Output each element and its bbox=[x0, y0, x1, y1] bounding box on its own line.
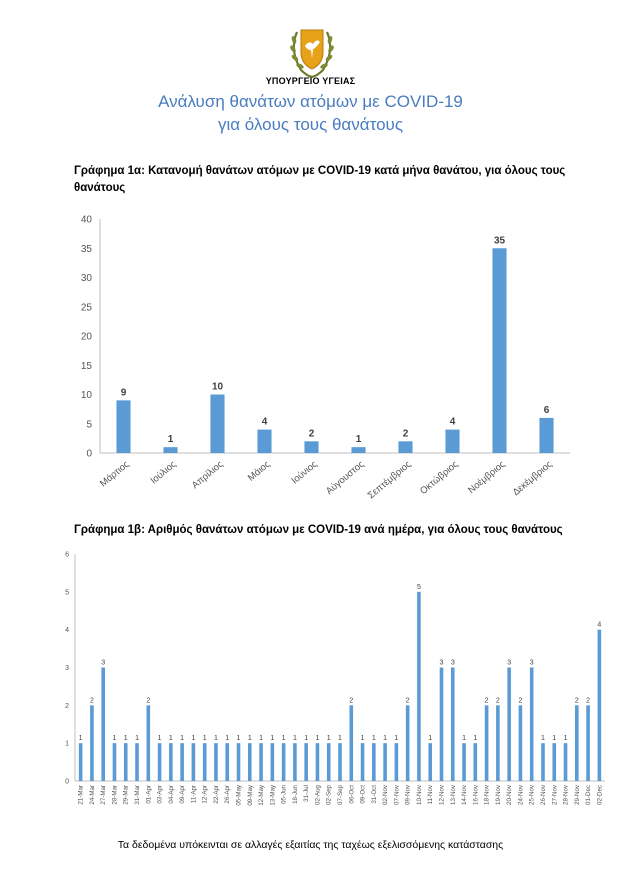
y-tick-label: 10 bbox=[80, 390, 92, 401]
bar-data-label: 1 bbox=[123, 735, 128, 743]
bar-data-label: 4 bbox=[597, 621, 602, 629]
bar-data-label: 1 bbox=[292, 735, 297, 743]
x-tick-label: 09-Nov bbox=[404, 785, 412, 805]
bar bbox=[428, 743, 432, 781]
bar bbox=[485, 705, 489, 781]
x-tick-label: Μάρτιος bbox=[98, 458, 132, 490]
bar bbox=[257, 430, 271, 453]
y-tick-label: 25 bbox=[80, 302, 92, 314]
bar bbox=[372, 743, 376, 781]
x-tick-label: 29-Nov bbox=[573, 785, 581, 805]
x-tick-label: 05-Jun bbox=[280, 785, 288, 804]
bar bbox=[79, 743, 83, 781]
bar-data-label: 1 bbox=[315, 735, 320, 743]
x-tick-label: 06-Oct bbox=[348, 785, 356, 804]
bar-data-label: 1 bbox=[236, 735, 241, 743]
document-title-line1: Ανάλυση θανάτων ατόμων με COVID-19 bbox=[158, 92, 463, 111]
bar-data-label: 1 bbox=[247, 735, 252, 743]
x-tick-label: 09-Apr bbox=[179, 785, 187, 804]
bar bbox=[361, 743, 365, 781]
x-tick-label: 18-Nov bbox=[483, 785, 491, 805]
bar-data-label: 2 bbox=[484, 697, 489, 705]
bar bbox=[304, 441, 318, 453]
bar bbox=[539, 418, 553, 453]
bar-data-label: 1 bbox=[281, 735, 286, 743]
bar-data-label: 1 bbox=[270, 735, 275, 743]
bar bbox=[492, 248, 506, 453]
bar-data-label: 2 bbox=[518, 697, 523, 705]
bar bbox=[304, 743, 308, 781]
x-tick-label: 07-Nov bbox=[393, 785, 401, 805]
bar bbox=[237, 743, 241, 781]
x-tick-label: 26-Apr bbox=[224, 785, 232, 804]
chart2-heading: Γράφημα 1β: Αριθμός θανάτων ατόμων με COVID-19 ανά ημέρα, για όλους τους θανάτους bbox=[74, 524, 563, 536]
y-tick-label: 15 bbox=[80, 360, 92, 372]
bar-data-label: 6 bbox=[543, 404, 550, 416]
x-tick-label: Μάιος bbox=[245, 458, 273, 484]
bar-data-label: 1 bbox=[394, 735, 399, 743]
bar bbox=[113, 743, 117, 781]
x-tick-label: 11-Nov bbox=[427, 785, 435, 805]
bar bbox=[474, 743, 478, 781]
bar-data-label: 2 bbox=[308, 428, 315, 440]
bar-data-label: 3 bbox=[507, 659, 512, 667]
y-tick-label: 40 bbox=[80, 214, 92, 226]
bar-data-label: 2 bbox=[586, 697, 591, 705]
page-header bbox=[0, 0, 621, 140]
bar-data-label: 1 bbox=[473, 735, 478, 743]
bar-data-label: 1 bbox=[541, 735, 545, 743]
bar bbox=[406, 705, 410, 781]
daily-deaths-bar-chart bbox=[0, 545, 621, 830]
bar-data-label: 3 bbox=[450, 659, 455, 667]
bar-data-label: 1 bbox=[112, 735, 117, 743]
x-tick-label: 01-Dec bbox=[585, 785, 593, 805]
x-tick-label: Ιούλιος bbox=[148, 458, 179, 487]
x-tick-label: 09-May bbox=[246, 785, 254, 806]
bar-data-label: 1 bbox=[326, 735, 331, 743]
bar-data-label: 10 bbox=[211, 381, 224, 393]
x-tick-label: 12-May bbox=[258, 785, 266, 806]
bar bbox=[451, 668, 455, 782]
bar-data-label: 2 bbox=[89, 697, 94, 705]
bar bbox=[135, 743, 139, 781]
bar bbox=[598, 630, 602, 781]
bar bbox=[445, 430, 459, 453]
bar bbox=[271, 743, 275, 781]
x-tick-label: 02-Aug bbox=[314, 785, 322, 805]
x-tick-label: Νοέμβριος bbox=[466, 458, 508, 497]
x-tick-label: 03-Apr bbox=[156, 785, 164, 804]
x-tick-label: 10-Nov bbox=[415, 785, 423, 805]
x-tick-label: 22-Apr bbox=[212, 785, 220, 804]
bar-data-label: 2 bbox=[402, 428, 409, 440]
x-tick-label: Αύγουστος bbox=[324, 458, 367, 497]
ministry-name: ΥΠΟΥΡΓΕΙΟ ΥΓΕΙΑΣ bbox=[265, 76, 356, 86]
bar-data-label: 1 bbox=[462, 735, 466, 743]
bar-data-label: 5 bbox=[416, 583, 421, 591]
x-tick-label: 01-Apr bbox=[145, 785, 153, 804]
x-tick-label: 19-Nov bbox=[494, 785, 502, 805]
bar-data-label: 1 bbox=[338, 735, 342, 743]
x-tick-label: 02-Dec bbox=[596, 785, 604, 805]
x-tick-label: Οκτώβριος bbox=[418, 458, 461, 497]
x-tick-label: 27-Mar bbox=[100, 785, 108, 805]
x-tick-label: 04-Apr bbox=[167, 785, 175, 804]
bar bbox=[210, 395, 224, 454]
x-tick-label: 07-Sep bbox=[337, 785, 344, 805]
bar-data-label: 2 bbox=[574, 697, 579, 705]
y-tick-label: 30 bbox=[80, 273, 92, 284]
bar-data-label: 3 bbox=[439, 659, 444, 667]
bar bbox=[440, 668, 444, 782]
x-tick-label: 29-Mar bbox=[122, 785, 130, 805]
bar-data-label: 1 bbox=[304, 735, 309, 743]
bar bbox=[282, 743, 286, 781]
bar bbox=[259, 743, 263, 781]
x-tick-label: Δεκέμβριος bbox=[510, 458, 555, 499]
bar bbox=[417, 592, 421, 781]
footer-note: Τα δεδομένα υπόκεινται σε αλλαγές εξαιτίας της ταχέως εξελισσόμενης κατάστασης bbox=[117, 839, 504, 851]
bar-data-label: 1 bbox=[563, 735, 568, 743]
bar-data-label: 3 bbox=[101, 659, 106, 667]
x-tick-label: 13-May bbox=[269, 785, 277, 806]
bar-data-label: 1 bbox=[383, 735, 388, 743]
x-tick-label: 11-Apr bbox=[190, 785, 198, 804]
monthly-deaths-bar-chart bbox=[0, 205, 621, 510]
bar bbox=[575, 705, 579, 781]
bar-data-label: 1 bbox=[259, 735, 264, 743]
bar bbox=[101, 668, 105, 782]
bar-data-label: 4 bbox=[261, 416, 268, 428]
bar-data-label: 1 bbox=[78, 735, 83, 743]
x-tick-label: 31-Oct bbox=[370, 785, 378, 804]
bar bbox=[192, 743, 196, 781]
bar-data-label: 2 bbox=[405, 697, 410, 705]
x-tick-label: 18-Jun bbox=[291, 785, 299, 804]
document-title-line2: για όλους τους θανάτους bbox=[217, 115, 404, 134]
bar bbox=[496, 705, 500, 781]
y-tick-label: 6 bbox=[65, 551, 69, 559]
x-tick-label: Απρίλιος bbox=[189, 458, 226, 492]
bar bbox=[293, 743, 297, 781]
bar bbox=[552, 743, 556, 781]
bar-data-label: 1 bbox=[157, 735, 162, 743]
x-tick-label: 14-Nov bbox=[461, 785, 469, 805]
bar bbox=[349, 705, 353, 781]
bar-data-label: 1 bbox=[191, 735, 196, 743]
bar-data-label: 1 bbox=[225, 735, 230, 743]
x-tick-label: 24-Nov bbox=[517, 785, 525, 805]
bar-data-label: 1 bbox=[180, 735, 185, 743]
y-tick-label: 2 bbox=[65, 702, 69, 710]
bar-data-label: 1 bbox=[360, 735, 365, 743]
bar bbox=[338, 743, 342, 781]
bar-data-label: 1 bbox=[135, 735, 139, 743]
y-tick-label: 0 bbox=[65, 778, 69, 786]
bar bbox=[351, 447, 365, 453]
bar-data-label: 1 bbox=[202, 735, 207, 743]
bar bbox=[398, 441, 412, 453]
bar-data-label: 3 bbox=[529, 659, 534, 667]
bar bbox=[507, 668, 511, 782]
bar bbox=[316, 743, 320, 781]
bar-data-label: 1 bbox=[355, 434, 362, 446]
y-tick-label: 5 bbox=[65, 589, 69, 597]
x-tick-label: 31-Mar bbox=[134, 785, 142, 805]
bar bbox=[158, 743, 162, 781]
bar bbox=[163, 447, 177, 453]
y-tick-label: 4 bbox=[65, 627, 69, 635]
bar-data-label: 2 bbox=[349, 697, 354, 705]
x-tick-label: 21-Mar bbox=[77, 785, 85, 805]
bar bbox=[564, 743, 568, 781]
bar-data-label: 9 bbox=[120, 387, 127, 399]
cyprus-coat-of-arms-icon bbox=[287, 22, 337, 80]
bar-data-label: 1 bbox=[552, 735, 557, 743]
x-tick-label: 26-Nov bbox=[539, 785, 547, 805]
y-tick-label: 35 bbox=[80, 243, 92, 255]
x-tick-label: 12-Apr bbox=[201, 785, 209, 804]
bar-data-label: 1 bbox=[428, 735, 433, 743]
bar-data-label: 1 bbox=[168, 735, 173, 743]
x-tick-label: 24-Mar bbox=[88, 785, 96, 805]
bar bbox=[519, 705, 523, 781]
bar bbox=[327, 743, 331, 781]
x-tick-label: 13-Nov bbox=[449, 785, 457, 805]
bar-data-label: 35 bbox=[493, 235, 506, 247]
bar-data-label: 1 bbox=[167, 434, 174, 446]
bar bbox=[169, 743, 173, 781]
bar bbox=[214, 743, 218, 781]
x-tick-label: Ιούνιος bbox=[289, 458, 320, 487]
y-tick-label: 3 bbox=[65, 664, 69, 672]
bar bbox=[146, 705, 150, 781]
bar bbox=[541, 743, 545, 781]
y-tick-label: 0 bbox=[86, 448, 92, 460]
bar bbox=[462, 743, 466, 781]
x-tick-label: 27-Nov bbox=[551, 785, 559, 805]
x-tick-label: 28-Mar bbox=[111, 785, 119, 805]
bar bbox=[90, 705, 94, 781]
bar-data-label: 2 bbox=[495, 697, 500, 705]
x-tick-label: 09-Oct bbox=[359, 785, 367, 804]
bar-data-label: 2 bbox=[146, 697, 151, 705]
x-tick-label: Σεπτέμβριος bbox=[365, 458, 414, 502]
bar bbox=[116, 400, 130, 453]
bar bbox=[124, 743, 128, 781]
bar-data-label: 4 bbox=[449, 416, 456, 428]
bar bbox=[203, 743, 207, 781]
x-tick-label: 31-Jul bbox=[303, 785, 311, 802]
bar-data-label: 1 bbox=[214, 735, 218, 743]
bar bbox=[180, 743, 184, 781]
x-tick-label: 05-May bbox=[235, 785, 243, 806]
x-tick-label: 02-Nov bbox=[382, 785, 390, 805]
y-tick-label: 5 bbox=[86, 419, 92, 431]
bar-data-label: 1 bbox=[371, 735, 376, 743]
y-tick-label: 1 bbox=[65, 740, 69, 748]
bar bbox=[383, 743, 387, 781]
chart1-heading: Γράφημα 1α: Κατανομή θανάτων ατόμων με COVID-19 κατά μήνα θανάτου, για όλους τους θανάτους bbox=[74, 165, 566, 194]
bar bbox=[225, 743, 229, 781]
x-tick-label: 02-Sep bbox=[325, 785, 333, 805]
bar bbox=[530, 668, 534, 782]
x-tick-label: 20-Nov bbox=[506, 785, 514, 805]
bar bbox=[395, 743, 399, 781]
x-tick-label: 16-Nov bbox=[472, 785, 480, 805]
bar bbox=[248, 743, 252, 781]
bar bbox=[586, 705, 590, 781]
x-tick-label: 12-Nov bbox=[438, 785, 446, 805]
x-tick-label: 25-Nov bbox=[528, 785, 536, 805]
y-tick-label: 20 bbox=[80, 331, 92, 343]
x-tick-label: 28-Nov bbox=[562, 785, 570, 805]
